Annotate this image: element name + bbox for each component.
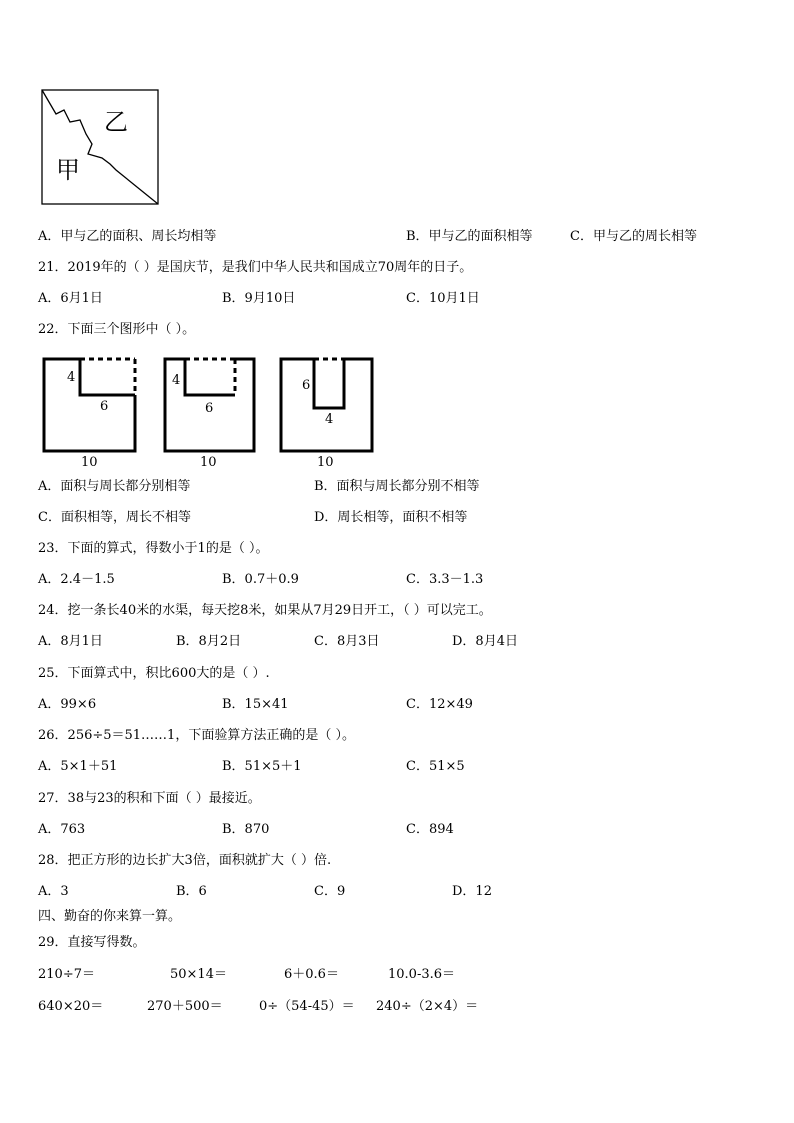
q22-fig3-outline [281,359,372,451]
q22-option-c: C．面积相等，周长不相等 [38,510,191,525]
q22-fig1-inner-label: 6 [100,399,109,414]
q20-jagged-line [42,90,158,204]
q21-stem: 21．2019年的（ ）是国庆节，是我们中华人民共和国成立70周年的日子。 [38,260,473,275]
q20-label-yi: 乙 [104,108,128,136]
q25-option-c: C．12×49 [406,697,473,712]
q22-fig2-notch [185,359,235,395]
q21-option-b: B．9月10日 [222,291,296,306]
q22-fig3-notch [314,359,344,408]
q21-option-a: A．6月1日 [38,291,103,306]
q20-square [42,90,158,204]
q26-option-c: C．51×5 [406,759,465,774]
q25-option-a: A．99×6 [38,697,97,712]
q26-option-a: A．5×1＋51 [38,759,118,774]
q23-option-a: A．2.4－1.5 [38,572,115,587]
q29-stem: 29．直接写得数。 [38,935,146,950]
q22-stem: 22．下面三个图形中（ ）。 [38,322,196,337]
q23-stem: 23．下面的算式，得数小于1的是（ ）。 [38,541,269,556]
q22-fig1-base-label: 10 [81,455,98,470]
q21-option-c: C．10月1日 [406,291,480,306]
q22-option-a: A．面积与周长都分别相等 [38,479,191,494]
q24-option-a: A．8月1日 [38,634,103,649]
q28-stem: 28．把正方形的边长扩大3倍，面积就扩大（ ）倍. [38,853,332,868]
q24-option-b: B．8月2日 [176,634,242,649]
q20-figure [40,88,160,208]
q29-item: 240÷（2×4）＝ [376,999,479,1014]
q29-item: 640×20＝ [38,999,104,1014]
q28-option-c: C．9 [314,884,346,899]
q22-fig3-side-label: 6 [302,378,311,393]
q22-fig3-inner-label: 4 [325,412,334,427]
q22-fig2-inner-label: 6 [205,401,214,416]
q22-option-b: B．面积与周长都分别不相等 [314,479,480,494]
q20-option-c: C．甲与乙的周长相等 [570,229,697,244]
q28-option-a: A．3 [38,884,69,899]
q23-option-c: C．3.3－1.3 [406,572,484,587]
q20-label-jia: 甲 [56,156,80,184]
q27-option-b: B．870 [222,822,270,837]
q28-option-b: B．6 [176,884,207,899]
q22-fig3-base-label: 10 [317,455,334,470]
q22-fig1-notch [80,359,135,395]
q22-figure-2 [163,355,263,470]
q27-option-a: A．763 [38,822,86,837]
q29-item: 0÷（54-45）＝ [259,999,355,1014]
q22-fig1-side-label: 4 [67,370,76,385]
q24-option-d: D．8月4日 [452,634,518,649]
q22-figure-3 [279,355,379,470]
q25-option-b: B．15×41 [222,697,289,712]
q22-fig2-base-label: 10 [200,455,217,470]
q22-option-d: D．周长相等，面积不相等 [314,510,468,525]
q22-fig1-outline [44,359,135,451]
q20-option-a: A．甲与乙的面积、周长均相等 [38,229,217,244]
section-4-title: 四、勤奋的你来算一算。 [38,909,182,924]
q27-option-c: C．894 [406,822,454,837]
q29-item: 10.0-3.6＝ [388,967,456,982]
q29-item: 270＋500＝ [147,999,223,1014]
q26-stem: 26．256÷5＝51……1，下面验算方法正确的是（ ）。 [38,728,355,743]
q25-stem: 25．下面算式中，积比600大的是（ ）. [38,666,270,681]
q23-option-b: B．0.7＋0.9 [222,572,299,587]
q29-item: 50×14＝ [170,967,227,982]
q22-figure-1 [42,355,142,470]
q24-option-c: C．8月3日 [314,634,380,649]
q28-option-d: D．12 [452,884,492,899]
q29-item: 210÷7＝ [38,967,95,982]
q27-stem: 27．38与23的积和下面（ ）最接近。 [38,791,261,806]
q29-item: 6＋0.6＝ [284,967,339,982]
q20-option-b: B．甲与乙的面积相等 [406,229,533,244]
q22-fig2-side-label: 4 [172,373,181,388]
q26-option-b: B．51×5＋1 [222,759,302,774]
q24-stem: 24．挖一条长40米的水渠，每天挖8米，如果从7月29日开工，（ ）可以完工。 [38,603,492,618]
